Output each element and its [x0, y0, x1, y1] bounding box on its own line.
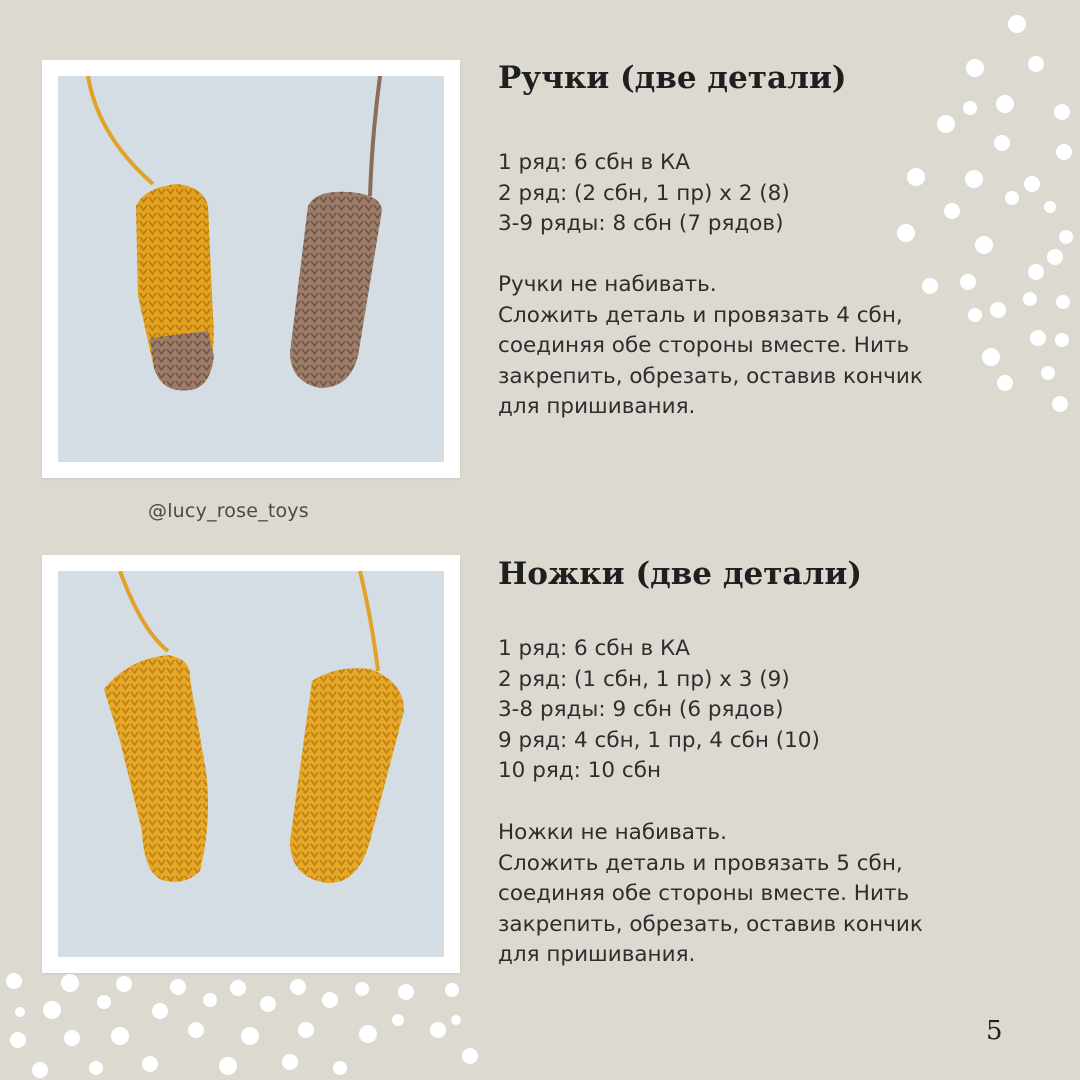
note-line: Ручки не набивать. [498, 272, 717, 297]
instruction-line: 2 ряд: (2 сбн, 1 пр) х 2 (8) [498, 180, 790, 206]
note-line: Сложить деталь и провязать 5 сбн, [498, 850, 903, 876]
instruction-line: 10 ряд: 10 сбн [498, 758, 662, 783]
section-title-arms: Ручки (две детали) [498, 60, 847, 96]
note-line: для пришивания. [498, 394, 696, 419]
note-line: Ножки не набивать. [498, 820, 727, 845]
instruction-line: 3-8 ряды: 9 сбн (6 рядов) [498, 697, 784, 722]
note-line: закрепить, обрезать, оставив кончик [498, 911, 923, 937]
arms-row-instructions [498, 148, 1018, 240]
photo-arms [42, 60, 460, 478]
note-line: для пришивания. [498, 942, 696, 967]
note-line: закрепить, обрезать, оставив кончик [498, 363, 923, 389]
note-line: соединяя обе стороны вместе. Нить [498, 333, 910, 358]
arms-crochet-image [58, 76, 444, 462]
legs-row-instructions [498, 634, 1018, 787]
instruction-line: 3-9 ряды: 8 сбн (7 рядов) [498, 211, 784, 236]
photo-legs [42, 555, 460, 973]
instruction-line: 2 ряд: (1 сбн, 1 пр) х 3 (9) [498, 666, 790, 692]
note-line: соединяя обе стороны вместе. Нить [498, 881, 910, 906]
instruction-line: 1 ряд: 6 сбн в КА [498, 636, 690, 661]
instagram-handle: @lucy_rose_toys [148, 500, 309, 522]
section-title-legs: Ножки (две детали) [498, 556, 863, 592]
instruction-line: 9 ряд: 4 сбн, 1 пр, 4 сбн (10) [498, 727, 820, 753]
page-number: 5 [986, 1016, 1003, 1046]
legs-crochet-image [58, 571, 444, 957]
legs-finishing-notes [498, 818, 1018, 971]
note-line: Сложить деталь и провязать 4 сбн, [498, 302, 903, 328]
instruction-line: 1 ряд: 6 сбн в КА [498, 150, 690, 175]
arms-finishing-notes [498, 270, 1018, 423]
